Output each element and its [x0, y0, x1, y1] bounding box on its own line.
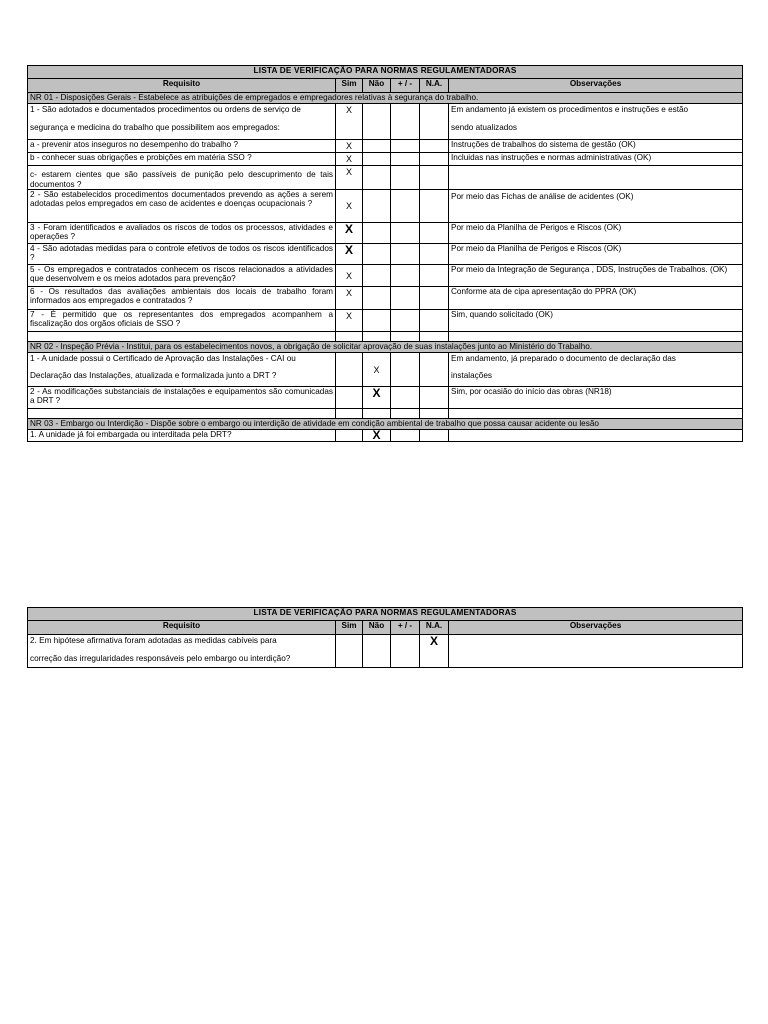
table-row — [28, 153, 743, 166]
requisito-text: correção das irregularidades responsáveis pelo embargo ou interdição? — [30, 654, 291, 664]
table-row — [28, 287, 743, 310]
requisito-text: 5 - Os empregados e contratados conhecem os riscos relacionados a atividades que desenvolvem e os meios adotados para prevenção? — [28, 265, 336, 287]
requisito-text: segurança e medicina do trabalho que possibilitem aos empregados: — [30, 123, 280, 133]
mark-sim: X — [345, 311, 352, 321]
header-observacoes: Observações — [449, 79, 743, 93]
header-requisito: Requisito — [28, 79, 336, 93]
observacao-text: Em andamento, já preparado o documento de declaração das — [451, 354, 676, 363]
requisito-text: 2. Em hipótese afirmativa foram adotadas as medidas cabíveis para — [30, 636, 277, 645]
mark-nao: X — [373, 364, 380, 375]
mark-nao: X — [372, 386, 381, 400]
mark-nao: X — [372, 429, 381, 442]
checklist-table-continuation — [27, 607, 743, 668]
section-nr03: NR 03 - Embargo ou Interdição - Dispõe sobre o embargo ou interdição de atividade em condição ambiental de trabalho que possa causar acidente ou lesão — [28, 419, 743, 430]
table-row — [28, 265, 743, 287]
observacao-text: sendo atualizados — [451, 123, 518, 133]
observacao-text: instalações — [451, 371, 492, 381]
requisito-text: 2 - São estabelecidos procedimentos documentados prevendo as ações a serem adotadas pelos empregados em caso de acidentes e doenças ocupacionais ? — [28, 190, 336, 223]
observacao-text: Por meio das Fichas de análise de acidentes (OK) — [449, 190, 743, 223]
table-title: LISTA DE VERIFICAÇÃO PARA NORMAS REGULAMENTADORAS — [28, 66, 743, 79]
requisito-text: 6 - Os resultados das avaliações ambientais dos locais de trabalho foram informados aos empregados e contratados ? — [28, 287, 336, 310]
header-requisito: Requisito — [28, 621, 336, 635]
requisito-text: 3 - Foram identificados e avaliados os riscos de todos os processos, atividades e operações ? — [28, 223, 336, 244]
header-observacoes: Observações — [449, 621, 743, 635]
header-na: N.A. — [420, 621, 449, 635]
observacao-text: Por meio da Planilha de Perigos e Riscos (OK) — [449, 223, 743, 244]
table-row — [28, 140, 743, 153]
observacao-text: Sim, quando solicitado (OK) — [449, 310, 743, 332]
mark-sim: X — [345, 154, 352, 164]
mark-sim: X — [345, 270, 352, 281]
observacao-text: Incluidas nas instruções e normas administrativas (OK) — [449, 153, 743, 166]
requisito-text: a - prevenir atos inseguros no desempenho do trabalho ? — [28, 140, 336, 153]
empty-row — [28, 409, 743, 419]
mark-sim: X — [344, 222, 353, 236]
requisito-text: 4 - São adotadas medidas para o controle efetivos de todos os riscos identificados ? — [28, 244, 336, 265]
requisito-text: 7 - É permitido que os representantes dos empregados acompanhem a fiscalização dos orgãos oficiais de SSO ? — [28, 310, 336, 332]
requisito-text: Declaração das Instalações, atualizada e formalizada junto a DRT ? — [30, 371, 277, 381]
table-title: LISTA DE VERIFICAÇÃO PARA NORMAS REGULAMENTADORAS — [28, 608, 743, 621]
checklist-table — [27, 65, 743, 442]
observacao-text: Conforme ata de cipa apresentação do PPRA (OK) — [449, 287, 743, 310]
table-row — [28, 310, 743, 332]
observacao-text: Por meio da Integração de Segurança , DDS, Instruções de Trabalhos. (OK) — [449, 265, 743, 287]
requisito-text: 1. A unidade já foi embargada ou interditada pela DRT? — [28, 430, 336, 442]
table-row — [28, 244, 743, 265]
table-row — [28, 387, 743, 409]
mark-sim: X — [345, 141, 352, 151]
header-mais-menos: + / - — [391, 621, 420, 635]
observacao-text — [449, 430, 743, 442]
observacao-text: Instruções de trabalhos do sistema de gestão (OK) — [449, 140, 743, 153]
observacao-text — [449, 166, 743, 190]
header-sim: Sim — [336, 621, 363, 635]
requisito-text: 1 - A unidade possui o Certificado de Aprovação das Instalações - CAI ou — [30, 354, 296, 363]
table-row — [28, 166, 743, 190]
header-mais-menos: + / - — [391, 79, 420, 93]
mark-sim: X — [345, 105, 352, 115]
requisito-text: 2 - As modificações substanciais de instalações e equipamentos são comunicadas a DRT ? — [28, 387, 336, 409]
table-row — [28, 635, 743, 668]
mark-na: X — [429, 634, 438, 648]
observacao-text: Em andamento já existem os procedimentos e instruções e estão — [451, 105, 689, 114]
mark-sim: X — [345, 201, 352, 211]
requisito-text: c- estarem cientes que são passíveis de punição pelo descuprimento de tais documentos ? — [28, 166, 336, 190]
observacao-text: Por meio da Planilha de Perigos e Riscos (OK) — [449, 244, 743, 265]
header-nao: Não — [363, 79, 391, 93]
table-row — [28, 104, 743, 140]
mark-sim: X — [344, 243, 353, 257]
table-row — [28, 190, 743, 223]
section-nr01: NR 01 - Disposições Gerais - Estabelece as atribuições de empregados e empregadores relativas à segurança do trabalho. — [28, 93, 743, 104]
empty-row — [28, 332, 743, 342]
section-nr02: NR 02 - Inspeção Prévia - Institui, para os estabelecimentos novos, a obrigação de solicitar aprovação de suas instalações junto ao Ministério do Trabalho. — [28, 342, 743, 353]
header-nao: Não — [363, 621, 391, 635]
mark-sim: X — [345, 167, 352, 177]
table-row — [28, 353, 743, 387]
header-na: N.A. — [420, 79, 449, 93]
table-row — [28, 223, 743, 244]
header-sim: Sim — [336, 79, 363, 93]
requisito-text: b - conhecer suas obrigações e probições em matéria SSO ? — [28, 153, 336, 166]
observacao-text: Sim, por ocasião do início das obras (NR18) — [449, 387, 743, 409]
observacao-text — [449, 635, 743, 668]
mark-sim: X — [345, 288, 352, 298]
requisito-text: 1 - São adotados e documentados procedimentos ou ordens de serviço de — [30, 105, 301, 114]
table-row — [28, 430, 743, 442]
